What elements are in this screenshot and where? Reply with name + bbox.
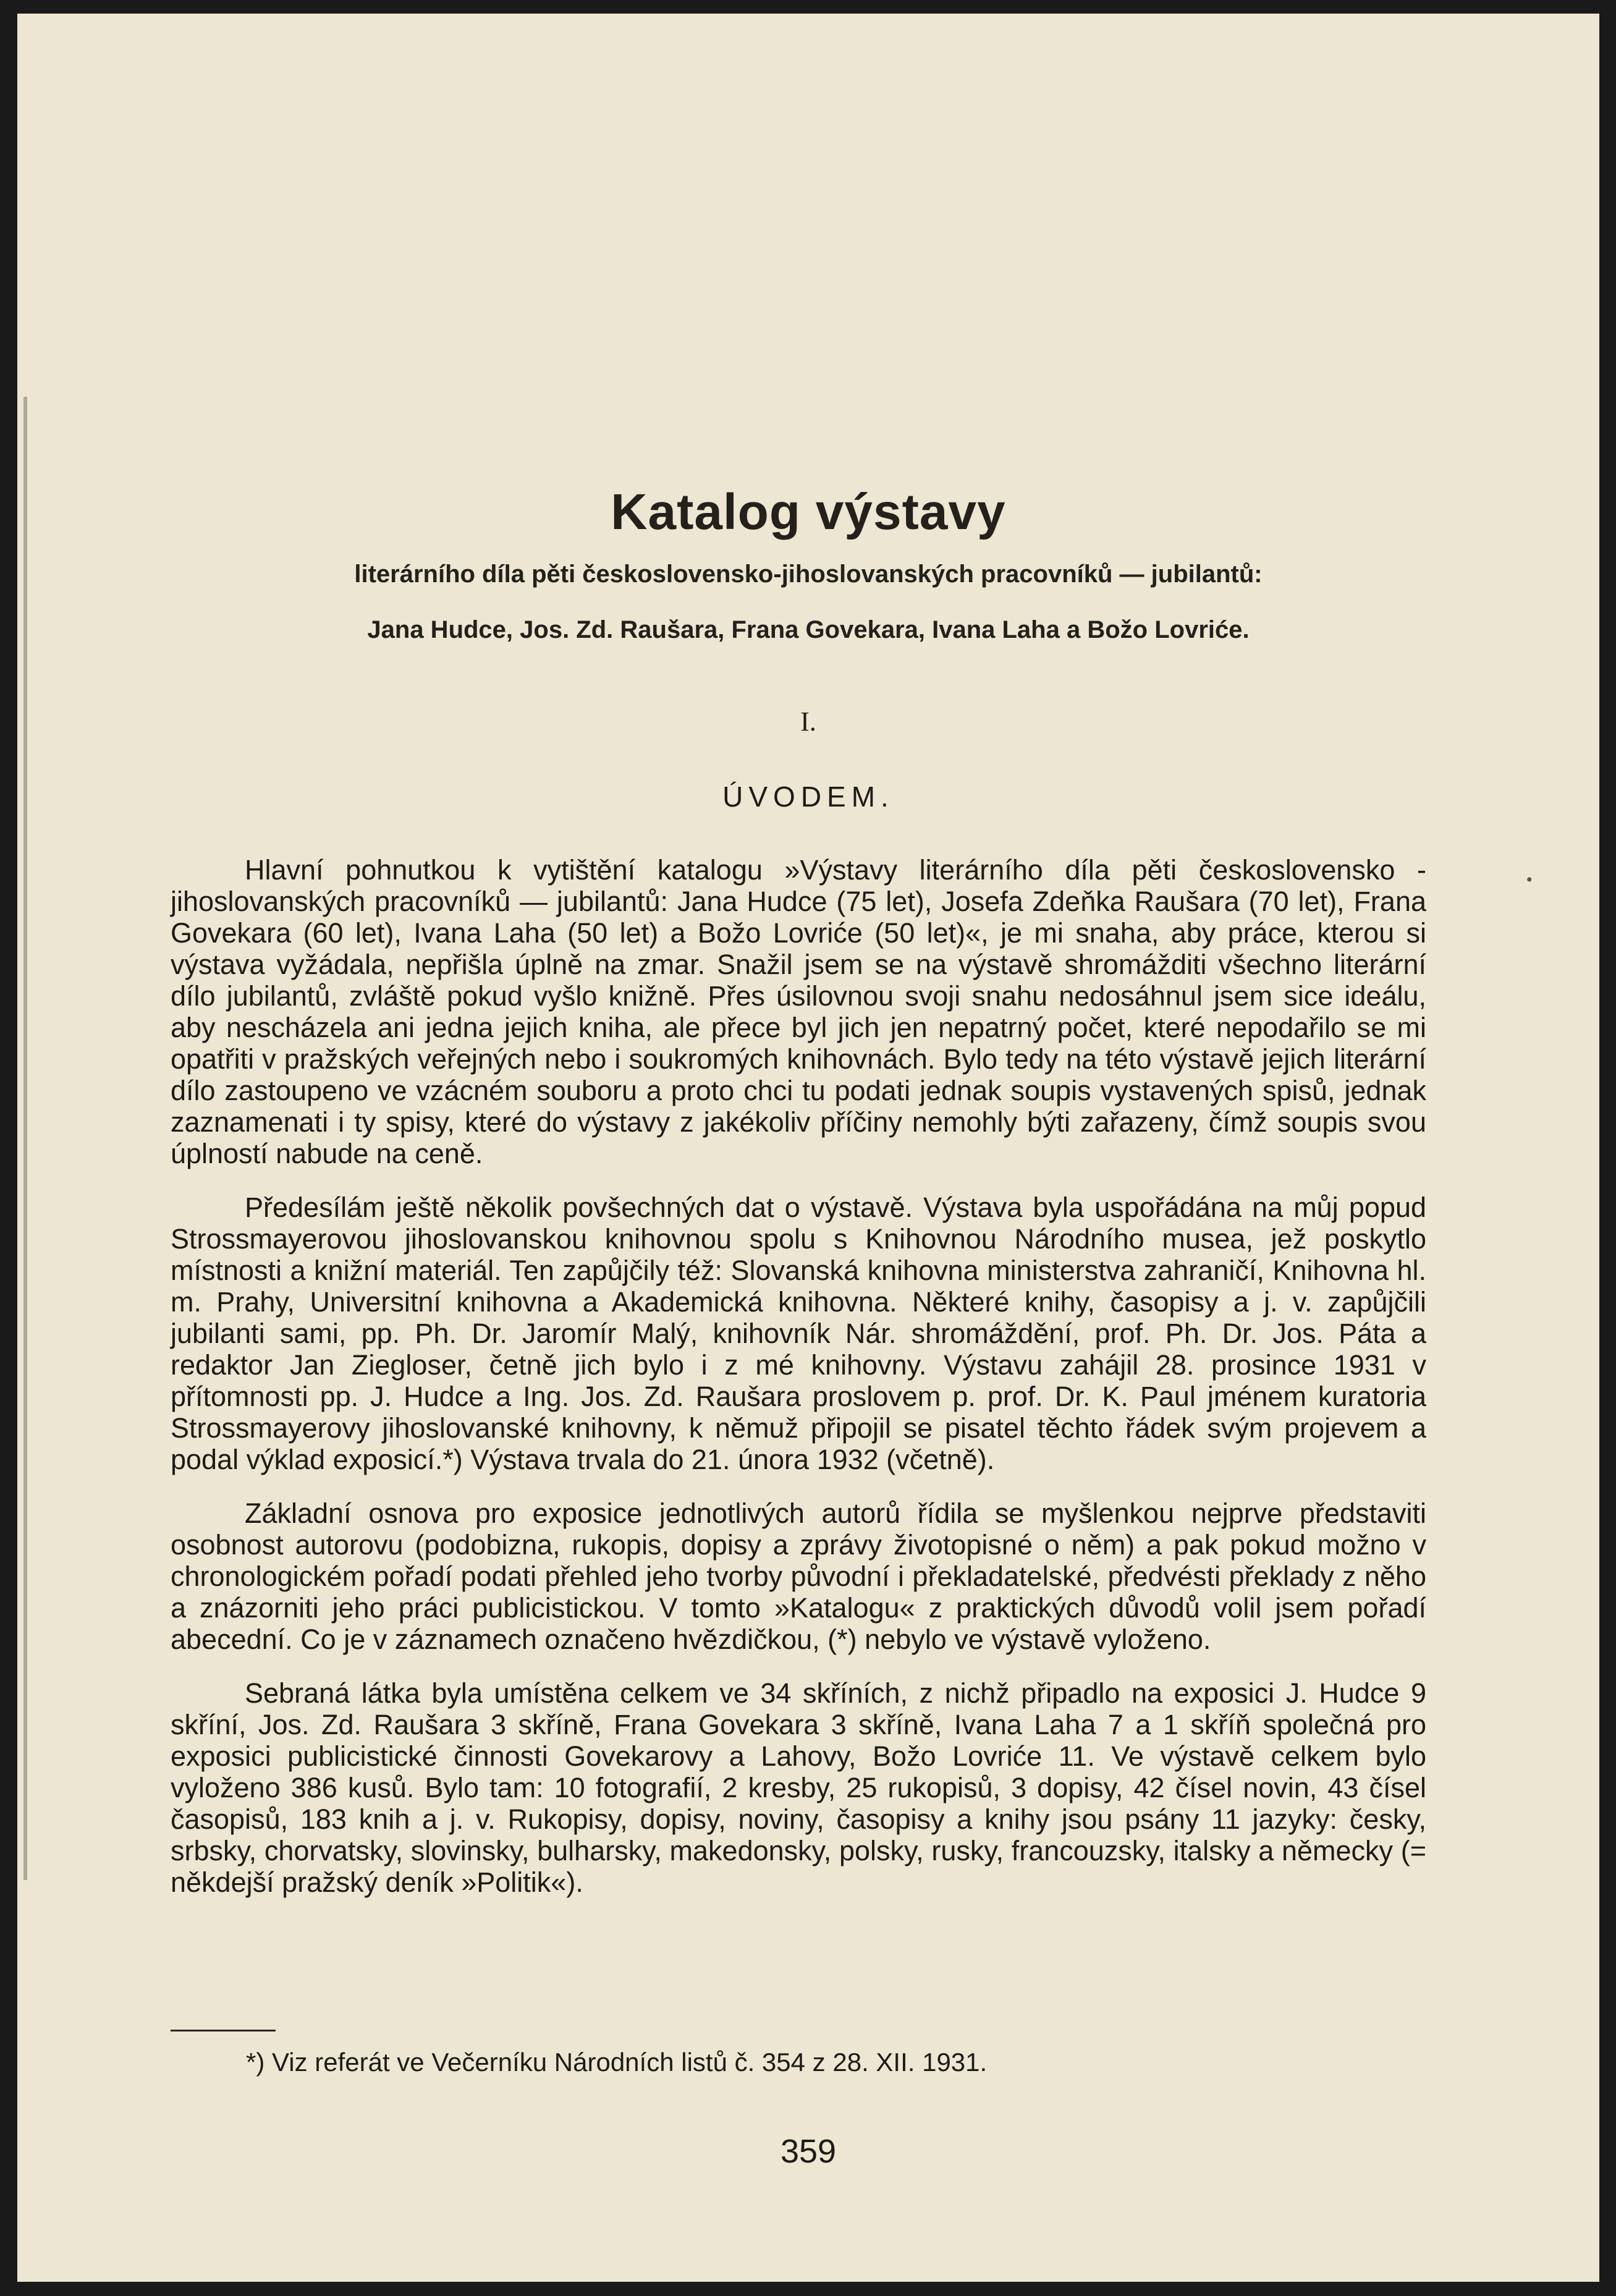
footnote-divider xyxy=(171,2030,276,2031)
section-number: I. xyxy=(800,706,816,737)
subtitle-line-1: literárního díla pěti československo-jihoslovanských pracovníků — jubilantů: xyxy=(354,561,1263,588)
paragraph: Základní osnova pro exposice jednotlivých autorů řídila se myšlenkou nejprve představiti osobnost autorovu (podobizna, rukopis, dopisy a zprávy životopisné o něm) a pak pokud možno v chronologickém pořadí podati přehled jeho tvorby původní i překladatelské, předvésti překlady z něho a znázorniti jeho práci publicistickou. V tomto »Katalogu« z praktických důvodů volil jsem pořadí abecední. Co je v záznamech označeno hvězdičkou, (*) nebylo ve výstavě vyloženo. xyxy=(171,1497,1426,1655)
section-heading: ÚVODEM. xyxy=(722,781,894,813)
body-text xyxy=(171,854,1426,1920)
margin-mark: • xyxy=(1526,870,1533,890)
subtitle-line-2: Jana Hudce, Jos. Zd. Raušara, Frana Govekara, Ivana Laha a Božo Lovriće. xyxy=(367,616,1250,643)
page-title: Katalog výstavy xyxy=(611,484,1006,540)
paragraph: Sebraná látka byla umístěna celkem ve 34 skříních, z nichž připadlo na exposici J. Hudce 9 skříní, Jos. Zd. Raušara 3 skříně, Frana Govekara 3 skříně, Ivana Laha 7 a 1 skříň společná pro exposici publicistické činnosti Govekarovy a Lahovy, Božo Lovriće 11. Ve výstavě celkem bylo vyloženo 386 kusů. Bylo tam: 10 fotografií, 2 kresby, 25 rukopisů, 3 dopisy, 42 čísel novin, 43 čísel časopisů, 183 knih a j. v. Rukopisy, dopisy, noviny, časopisy a knihy jsou psány 11 jazyky: česky, srbsky, chorvatsky, slovinsky, bulharsky, makedonsky, polsky, rusky, francouzsky, italsky a německy (= někdejší pražský deník »Politik«). xyxy=(171,1677,1426,1898)
document-page xyxy=(17,14,1599,2282)
paragraph: Předesílám ještě několik povšechných dat o výstavě. Výstava byla uspořádána na můj popud Strossmayerovou jihoslovanskou knihovnou spolu s Knihovnou Národního musea, jež poskytlo místnosti a knižní materiál. Ten zapůjčily též: Slovanská knihovna ministerstva zahraničí, Knihovna hl. m. Prahy, Universitní knihovna a Akademická knihovna. Některé knihy, časopisy a j. v. zapůjčili jubilanti sami, pp. Ph. Dr. Jaromír Malý, knihovník Nár. shromáždění, prof. Ph. Dr. Jos. Páta a redaktor Jan Ziegloser, četně jich bylo i z mé knihovny. Výstavu zahájil 28. prosince 1931 v přítomnosti pp. J. Hudce a Ing. Jos. Zd. Raušara proslovem p. prof. Dr. K. Paul jménem kuratoria Strossmayerovy jihoslovanské knihovny, k němuž připojil se pisatel těchto řádek svým projevem a podal výklad exposicí.*) Výstava trvala do 21. února 1932 (včetně). xyxy=(171,1192,1426,1475)
paragraph: Hlavní pohnutkou k vytištění katalogu »Výstavy literárního díla pěti československo - jihoslovanských pracovníků — jubilantů: Jana Hudce (75 let), Josefa Zdeňka Raušara (70 let), Frana Govekara (60 let), Ivana Laha (50 let) a Božo Lovriće (50 let)«, je mi snaha, aby práce, kterou si výstava vyžádala, nepřišla úplně na zmar. Snažil jsem se na výstavě shromážditi všechno literární dílo jubilantů, zvláště pokud vyšlo knižně. Přes úsilovnou svoji snahu nedosáhnul jsem sice ideálu, aby nescházela ani jedna jejich kniha, ale přece byl jich jen nepatrný počet, které nepodařilo se mi opatřiti v pražských veřejných nebo i soukromých knihovnách. Bylo tedy na této výstavě jejich literární dílo zastoupeno ve vzácném souboru a proto chci tu podati jednak soupis vystavených spisů, jednak zaznamenati i ty spisy, které do výstavy z jakékoliv příčiny nemohly býti zařazeny, čímž soupis svou úplností nabude na ceně. xyxy=(171,854,1426,1169)
page-number: 359 xyxy=(780,2133,837,2170)
footnote: *) Viz referát ve Večerníku Národních listů č. 354 z 28. XII. 1931. xyxy=(246,2048,988,2077)
